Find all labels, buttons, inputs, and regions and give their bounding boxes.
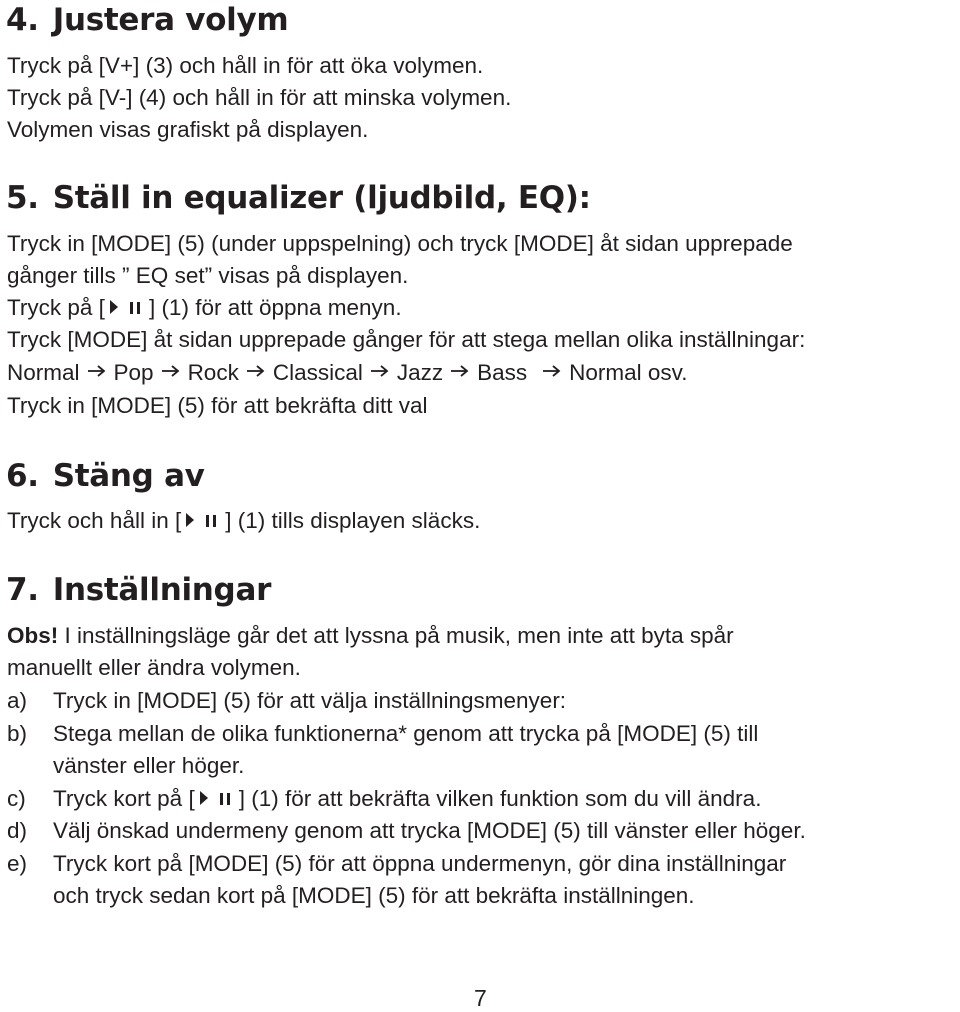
arrow-right-icon — [541, 363, 563, 379]
heading-equalizer — [6, 180, 591, 216]
list-marker: b) — [7, 721, 28, 746]
note-label: Obs! — [7, 623, 59, 648]
list-marker: a) — [7, 688, 28, 713]
paragraph-line: Tryck in [MODE] (5) (under uppspelning) och tryck [MODE] åt sidan upprepade — [7, 231, 793, 256]
list-item-text: Tryck kort på [ — [53, 786, 195, 811]
list-item-continuation: vänster eller höger. — [53, 753, 245, 778]
note-line — [7, 620, 734, 652]
note-text: I inställningsläge går det att lyssna på musik, men inte att byta spår — [58, 623, 734, 648]
paragraph-line: gånger tills ” EQ set” visas på displayen. — [7, 263, 409, 288]
paragraph-line: Tryck [MODE] åt sidan upprepade gånger för att stega mellan olika inställningar: — [7, 327, 806, 352]
paragraph-line: Tryck in [MODE] (5) för att bekräfta ditt val — [7, 393, 428, 418]
eq-mode-jazz: Jazz — [396, 360, 444, 385]
play-pause-icon — [181, 510, 225, 530]
list-item-continuation: och tryck sedan kort på [MODE] (5) för att bekräfta inställningen. — [53, 883, 695, 908]
eq-mode-bass: Bass — [477, 360, 528, 385]
heading-title: Stäng av — [52, 458, 205, 494]
heading-title: Ställ in equalizer (ljudbild, EQ): — [52, 180, 591, 216]
heading-number: 6. — [6, 458, 39, 494]
eq-mode-normal-osv: Normal osv. — [569, 360, 688, 385]
text-segment: Tryck och håll in [ — [7, 508, 182, 533]
list-item-text: Stega mellan de olika funktionerna* genom att trycka på [MODE] (5) till — [53, 721, 759, 746]
list-marker: d) — [7, 818, 28, 843]
list-item — [7, 848, 787, 908]
text-segment: ] (1) tills displayen släcks. — [225, 508, 481, 533]
text-segment: ] (1) för att öppna menyn. — [148, 295, 402, 320]
heading-number: 5. — [6, 180, 39, 216]
heading-stang-av — [6, 458, 205, 494]
paragraph-line: Tryck på [V+] (3) och håll in för att öka volymen. — [7, 53, 484, 78]
list-marker: c) — [7, 786, 26, 811]
list-item-text: ] (1) för att bekräfta vilken funktion som du vill ändra. — [238, 786, 762, 811]
eq-mode-normal: Normal — [7, 360, 80, 385]
list-item — [7, 783, 761, 815]
text-segment: Tryck på [ — [7, 295, 105, 320]
list-item — [7, 815, 806, 847]
list-item-text: Tryck kort på [MODE] (5) för att öppna undermenyn, gör dina inställningar — [53, 851, 787, 876]
arrow-right-icon — [86, 363, 108, 379]
paragraph-line: Volymen visas grafiskt på displayen. — [7, 117, 369, 142]
list-item-text: Välj önskad undermeny genom att trycka [MODE] (5) till vänster eller höger. — [53, 818, 806, 843]
list-item — [7, 685, 566, 717]
arrow-right-icon — [449, 363, 471, 379]
arrow-right-icon — [245, 363, 267, 379]
list-item-text: Tryck in [MODE] (5) för att välja inställningsmenyer: — [53, 688, 567, 713]
list-marker: e) — [7, 851, 28, 876]
heading-title: Justera volym — [52, 2, 289, 38]
eq-mode-rock: Rock — [187, 360, 239, 385]
eq-mode-classical: Classical — [272, 360, 363, 385]
arrow-right-icon — [369, 363, 391, 379]
note-line: manuellt eller ändra volymen. — [7, 655, 301, 680]
heading-number: 4. — [6, 2, 39, 38]
heading-number: 7. — [6, 572, 39, 608]
paragraph-line — [7, 505, 480, 537]
play-pause-icon — [195, 788, 239, 808]
paragraph-line — [7, 292, 402, 324]
page-number: 7 — [474, 985, 487, 1011]
eq-mode-sequence — [7, 357, 688, 389]
heading-title: Inställningar — [52, 572, 272, 608]
list-item — [7, 718, 759, 778]
play-pause-icon — [105, 297, 149, 317]
arrow-right-icon — [160, 363, 182, 379]
heading-justera-volym — [6, 2, 288, 38]
heading-installningar — [6, 572, 271, 608]
paragraph-line: Tryck på [V-] (4) och håll in för att minska volymen. — [7, 85, 512, 110]
eq-mode-pop: Pop — [113, 360, 154, 385]
